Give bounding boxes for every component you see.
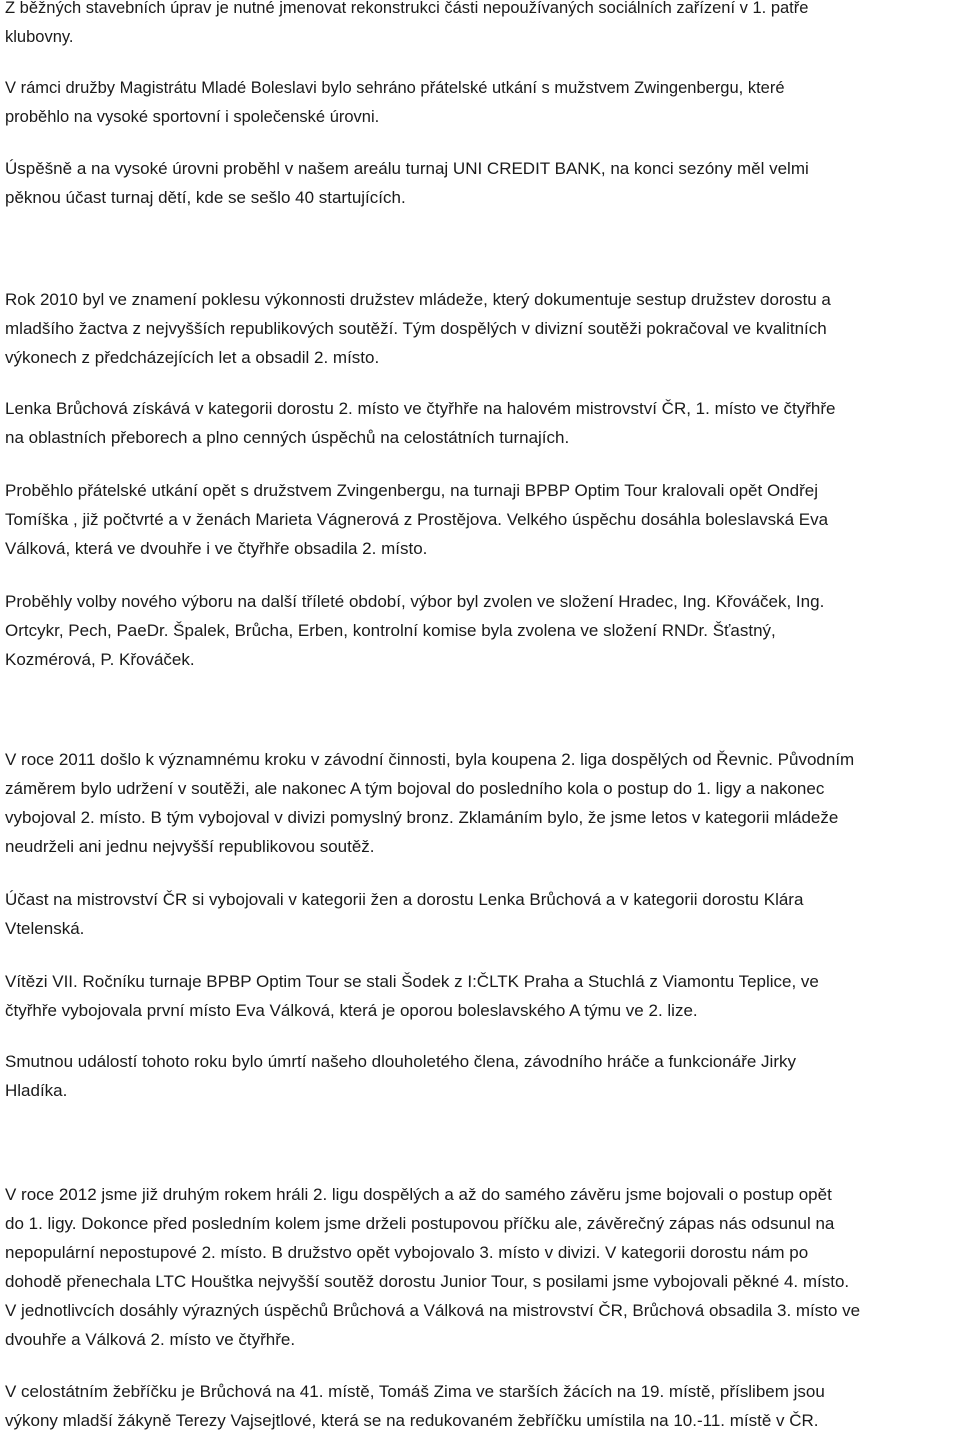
paragraph-unicredit-tournament: Úspěšně a na vysoké úrovni proběhl v našem areálu turnaj UNI CREDIT BANK, na konci sezóny měl velmi pěknou účast turnaj dětí, kde se sešlo 40 startujících. [5,159,809,207]
paragraph-championship-participation: Účast na mistrovství ČR si vybojovali v kategorii žen a dorostu Lenka Brůchová a v kategorii dorostu Klára Vtelenská. [5,890,804,938]
paragraph-bruchova-results: Lenka Brůchová získává v kategorii dorostu 2. místo ve čtyřhře na halovém mistrovství ČR, 1. místo ve čtyřhře na oblastních přeborech a plno cenných úspěchů na celostátních turnajích. [5,399,836,447]
paragraph-renovation: Z běžných stavebních úprav je nutné jmenovat rekonstrukci části nepoužívaných sociálních zařízení v 1. patře klubovny. [5,0,809,46]
paragraph-bpbp-winners: Vítězi VII. Ročníku turnaje BPBP Optim Tour se stali Šodek z I:ČLTK Praha a Stuchlá z Viamontu Teplice, ve čtyřhře vybojovala první místo Eva Válková, která je oporou boleslavského A týmu ve 2. lize. [5,972,819,1020]
paragraph-year-2011: V roce 2011 došlo k významnému kroku v závodní činnosti, byla koupena 2. liga dospělých od Řevnic. Původním záměrem bylo udržení v soutěži, ale nakonec A tým bojoval do posledního kola o postup do 1. ligy a nakonec vybojoval 2. místo. B tým vybojoval v divizi pomyslný bronz. Zklamáním bylo, že jsme letos v kategorii mládeže neudrželi ani jednu nejvyšší republikovou soutěž. [5,750,855,856]
paragraph-zvingenberg-match: Proběhlo přátelské utkání opět s družstvem Zvingenbergu, na turnaji BPBP Optim Tour kralovali opět Ondřej Tomíška , již počtvrté a v ženách Marieta Vágnerová z Prostějova. Velkého úspěchu dosáhla boleslavská Eva Válková, která ve dvouhře i ve čtyřhře obsadila 2. místo. [5,481,829,558]
paragraph-year-2012: V roce 2012 jsme již druhým rokem hráli 2. ligu dospělých a až do samého závěru jsme bojovali o postup opět do 1. ligy. Dokonce před posledním kolem jsme drželi postupovou příčku ale, závěrečný zápas nás odsunul na nepopulární nepostupové 2. místo. B družstvo opět vybojovalo 3. místo v divizi. V kategorii dorostu nám po dohodě přenechala LTC Houštka nejvyšší soutěž dorostu Junior Tour, s posilami jsme vybojovali pěkné 4. místo. V jednotlivcích dosáhly výrazných úspěchů Brůchová a Válková na mistrovství ČR, Brůchová obsadila 3. místo ve dvouhře a Válková 2. místo ve čtyřhře. [5,1185,861,1349]
paragraph-committee-election: Proběhly volby nového výboru na další tříleté období, výbor byl zvolen ve složení Hradec, Ing. Křováček, Ing. Ortcykr, Pech, PaeDr. Špalek, Brůcha, Erben, kontrolní komise byla zvolena ve složení RNDr. Šťastný, Kozmérová, P. Křováček. [5,592,825,669]
paragraph-memorial: Smutnou událostí tohoto roku bylo úmrtí našeho dlouholetého člena, závodního hráče a funkcionáře Jirky Hladíka. [5,1052,796,1100]
paragraph-friendship-match: V rámci družby Magistrátu Mladé Boleslavi bylo sehráno přátelské utkání s mužstvem Zwingenbergu, které proběhlo na vysoké sportovní i společenské úrovni. [5,79,785,126]
paragraph-year-2010: Rok 2010 byl ve znamení poklesu výkonnosti družstev mládeže, který dokumentuje sestup družstev dorostu a mladšího žactva z nejvyšších republikových soutěží. Tým dospělých v divizní soutěži pokračoval ve kvalitních výkonech z předcházejících let a obsadil 2. místo. [5,290,831,367]
paragraph-national-ranking: V celostátním žebříčku je Brůchová na 41. místě, Tomáš Zima ve starších žácích na 19. místě, příslibem jsou výkony mladší žákyně Terezy Vajsejtlové, která se na redukovaném žebříčku umístila na 10.-11. místě v ČR. [5,1382,825,1430]
